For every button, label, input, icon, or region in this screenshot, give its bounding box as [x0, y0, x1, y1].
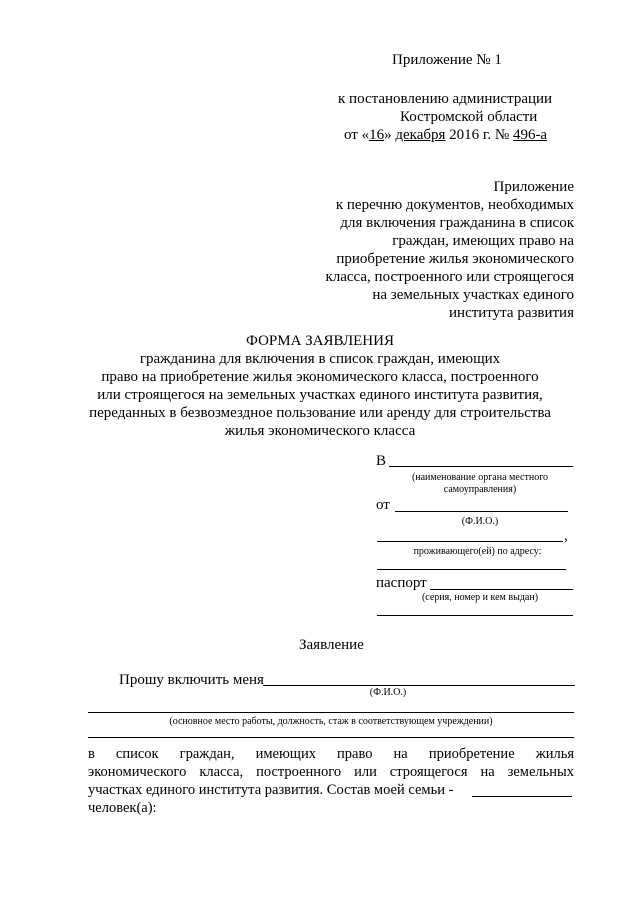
authority-hint-2: самоуправления) — [443, 484, 517, 495]
date-mid: » — [384, 127, 396, 143]
body-line-1: в список граждан, имеющих право на приобретение жилья — [88, 746, 574, 762]
authority-hint: (наименование органа местного — [411, 472, 549, 483]
date-year: 2016 г. № — [445, 127, 513, 143]
work-field[interactable] — [88, 712, 574, 713]
passport-hint: (серия, номер и кем выдан) — [421, 592, 539, 603]
passport-field-2[interactable] — [377, 615, 573, 616]
fio-hint: (Ф.И.О.) — [461, 516, 499, 527]
form-subtitle-line: переданных в безвозмездное пользование или аренду для строительства — [89, 405, 551, 421]
date-day: 16 — [369, 127, 385, 143]
appendix-title: Приложение № 1 — [392, 52, 502, 68]
applicant-fio-field[interactable] — [395, 511, 568, 512]
comma: , — [564, 528, 568, 544]
family-size-field[interactable] — [472, 796, 572, 797]
authority-name-field[interactable] — [389, 466, 573, 467]
address-field[interactable] — [377, 569, 566, 570]
form-subtitle-line: жилья экономического класса — [224, 423, 416, 439]
attachment-line: для включения гражданина в список — [340, 215, 574, 231]
appendix-date — [344, 126, 547, 144]
residing-hint: проживающего(ей) по адресу: — [413, 546, 542, 557]
appendix-resolution: к постановлению администрации — [338, 91, 553, 107]
date-prefix: от « — [344, 127, 370, 143]
body-line-4: человек(а): — [88, 800, 157, 816]
request-fio-field[interactable] — [263, 685, 575, 686]
body-line-3: участках единого института развития. Состав моей семьи - — [88, 782, 454, 798]
form-subtitle-line: гражданина для включения в список граждан, имеющих — [139, 351, 501, 367]
attachment-title: Приложение — [493, 179, 574, 195]
from-label: от — [376, 497, 390, 513]
appendix-region: Костромской области — [400, 109, 538, 125]
attachment-line: приобретение жилья экономического — [336, 251, 574, 267]
statement-heading: Заявление — [299, 637, 364, 653]
request-label: Прошу включить меня — [119, 672, 264, 688]
form-title: ФОРМА ЗАЯВЛЕНИЯ — [246, 333, 394, 349]
form-subtitle-line: право на приобретение жилья экономического класса, построенного — [101, 369, 539, 385]
body-line-2: экономического класса, построенного или строящегося на земельных — [88, 764, 574, 780]
to-label: В — [376, 453, 387, 469]
form-subtitle-line: или строящегося на земельных участках единого института развития, — [97, 387, 543, 403]
date-month: декабря — [395, 127, 446, 143]
date-number: 496-а — [512, 127, 548, 143]
request-fio-hint: (Ф.И.О.) — [369, 687, 407, 698]
passport-label: паспорт — [376, 575, 427, 591]
attachment-line: на земельных участках единого — [372, 287, 574, 303]
attachment-line: к перечню документов, необходимых — [335, 197, 574, 213]
attachment-line: граждан, имеющих право на — [392, 233, 574, 249]
work-field-2[interactable] — [88, 737, 574, 738]
work-hint: (основное место работы, должность, стаж в соответствующем учреждении) — [169, 716, 493, 727]
attachment-line: института развития — [449, 305, 574, 321]
passport-field[interactable] — [430, 589, 573, 590]
attachment-line: класса, построенного или строящегося — [325, 269, 574, 285]
applicant-fio-field-2[interactable] — [377, 541, 563, 542]
